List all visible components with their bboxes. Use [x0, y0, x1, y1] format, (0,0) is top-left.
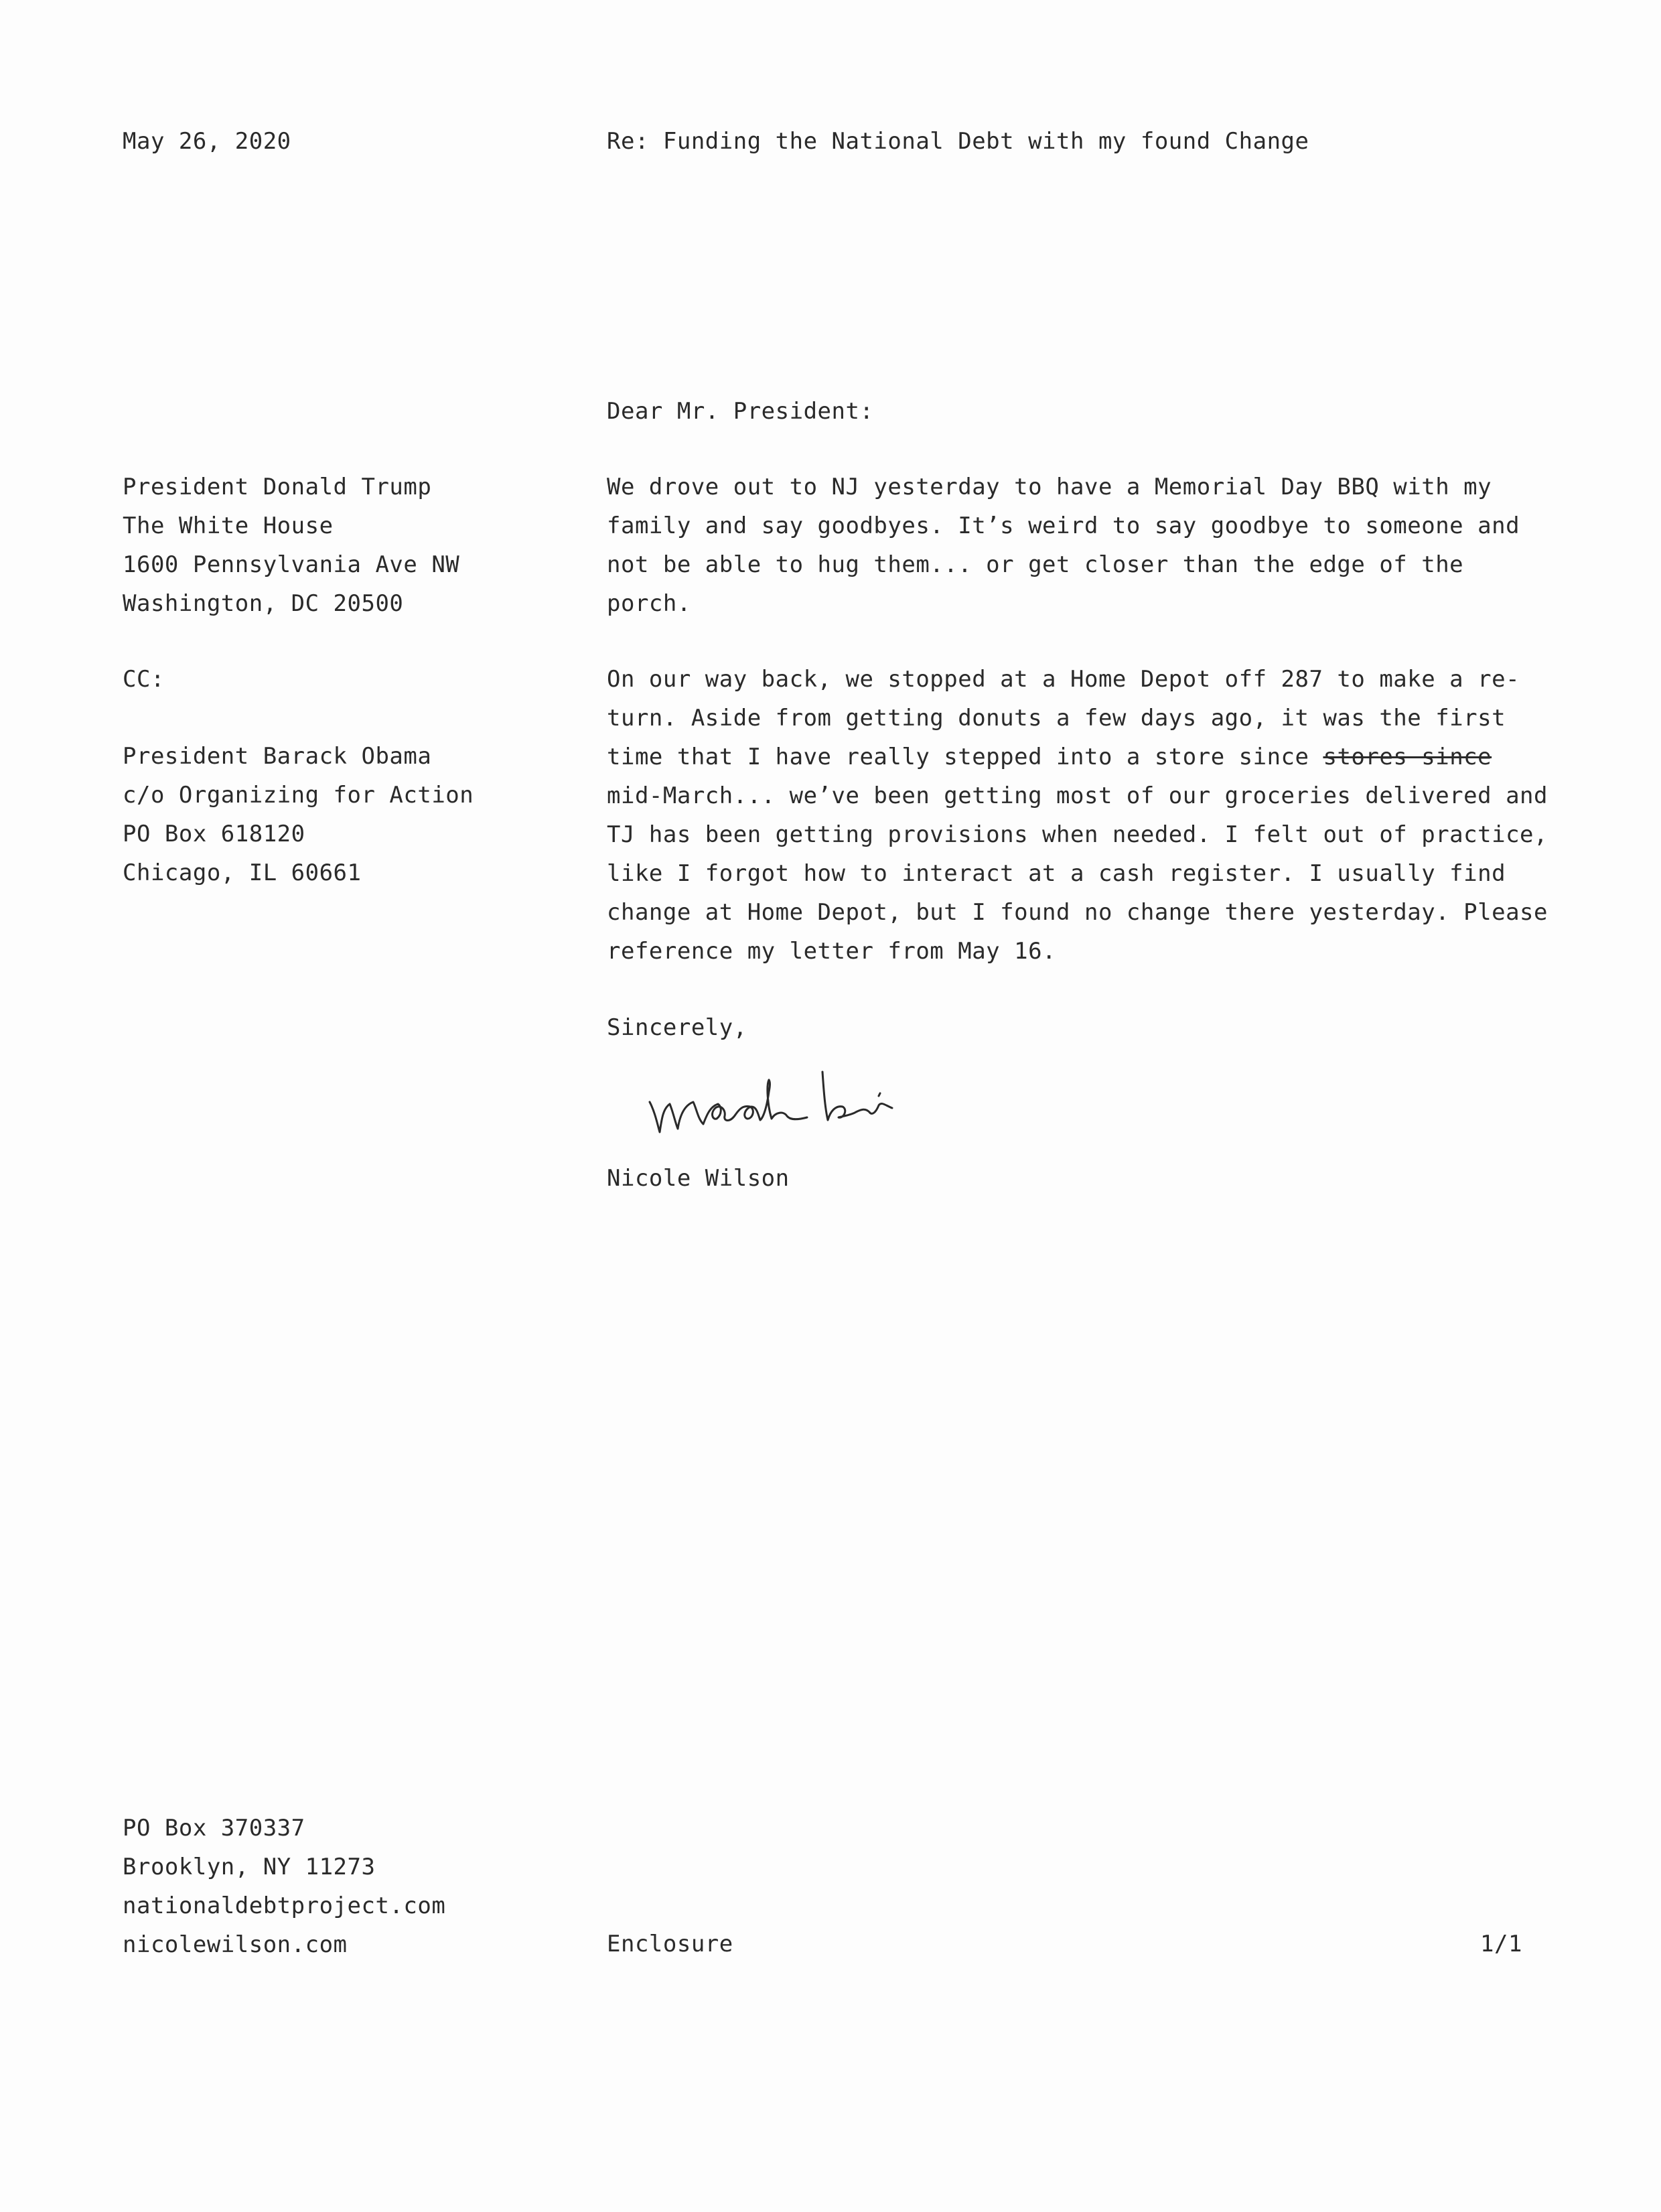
struck-text: stores since: [1323, 744, 1492, 770]
closing: Sincerely,: [607, 1014, 747, 1041]
body-line: not be able to hug them... or get closer than the edge of the: [607, 551, 1464, 578]
return-address-line: nationaldebtproject.com: [123, 1892, 446, 1919]
body-line: family and say goodbyes. It’s weird to say goodbye to someone and: [607, 512, 1520, 539]
letter-subject: Re: Funding the National Debt with my found Change: [607, 128, 1309, 155]
return-address-line: PO Box 370337: [123, 1815, 305, 1842]
sender-name: Nicole Wilson: [607, 1165, 790, 1192]
body-line: change at Home Depot, but I found no change there yesterday. Please: [607, 899, 1548, 926]
recipient-line: 1600 Pennsylvania Ave NW: [123, 551, 460, 578]
salutation: Dear Mr. President:: [607, 398, 874, 425]
body-line: porch.: [607, 590, 691, 617]
page-number: 1/1: [1480, 1931, 1522, 1957]
body-line: reference my letter from May 16.: [607, 938, 1057, 965]
cc-address: [123, 737, 474, 892]
return-address: [123, 1809, 445, 1964]
letter-date: May 26, 2020: [123, 128, 291, 155]
body-line-with-strikeout: [607, 738, 1531, 776]
recipient-line: Washington, DC 20500: [123, 590, 404, 617]
cc-label: CC:: [123, 666, 165, 693]
body-line: We drove out to NJ yesterday to have a Memorial Day BBQ with my: [607, 474, 1492, 500]
return-address-line: nicolewilson.com: [123, 1931, 348, 1958]
cc-line: PO Box 618120: [123, 821, 305, 847]
cc-line: c/o Organizing for Action: [123, 782, 474, 809]
body-line: On our way back, we stopped at a Home Depot off 287 to make a re-: [607, 666, 1520, 693]
body-paragraph-2: [607, 660, 1548, 971]
recipient-address: [123, 468, 459, 623]
body-line: like I forgot how to interact at a cash register. I usually find: [607, 860, 1506, 887]
handwritten-signature: [643, 1045, 978, 1146]
cc-line: President Barack Obama: [123, 743, 432, 770]
enclosure-note: Enclosure: [607, 1931, 733, 1957]
body-paragraph-1: [607, 468, 1531, 623]
cc-line: Chicago, IL 60661: [123, 859, 362, 886]
recipient-line: The White House: [123, 512, 334, 539]
return-address-line: Brooklyn, NY 11273: [123, 1854, 376, 1880]
recipient-line: President Donald Trump: [123, 474, 432, 500]
body-line: TJ has been getting provisions when needed. I felt out of practice,: [607, 821, 1548, 848]
body-text: time that I have really stepped into a store since: [607, 744, 1323, 770]
body-line: mid-March... we’ve been getting most of our groceries delivered and: [607, 782, 1548, 809]
body-line: turn. Aside from getting donuts a few days ago, it was the first: [607, 705, 1506, 732]
